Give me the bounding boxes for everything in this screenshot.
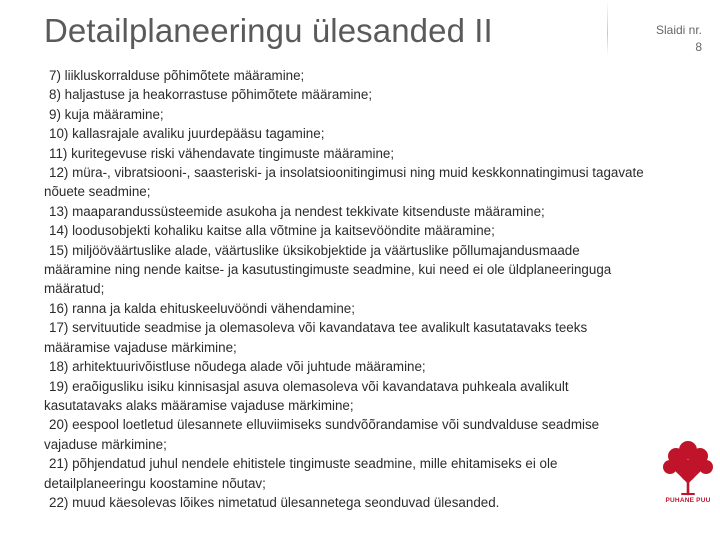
slide-number: [640, 22, 702, 56]
list-item: 12) müra-, vibratsiooni-, saasteriski- ja insolatsioonitingimusi ning muid keskkonnatingimusi tagavate nõuete seadmine;: [44, 165, 644, 200]
list-item: 18) arhitektuurivõistluse nõudega alade või juhtude määramine;: [49, 359, 426, 375]
slide-number-value: 8: [695, 40, 702, 54]
list-item: 8) haljastuse ja heakorrastuse põhimõtete määramine;: [49, 87, 373, 103]
list-item: 15) miljööväärtuslike alade, väärtuslike üksikobjektide ja väärtuslike põllumajandusmaade määramine ning nende kaitse- ja kasutustingimuste seadmine, kui need ei ole üldplaneeringuga määratud;: [44, 242, 612, 297]
list-item: 9) kuja määramine;: [49, 106, 164, 122]
list-item: 14) loodusobjekti kohaliku kaitse alla võtmine ja kaitsevööndite määramine;: [49, 223, 495, 239]
slide-title: Detailplaneeringu ülesanded II: [44, 12, 493, 49]
list-item: 19) eraõigusliku isiku kinnisasjal asuva olemasoleva või kavandatava puhkeala avalikult kasutatavaks alaks määramise vajaduse märkimine;: [44, 378, 569, 413]
list-item: 16) ranna ja kalda ehituskeeluvööndi vähendamine;: [49, 300, 355, 316]
task-list: [44, 66, 644, 512]
title-divider: [607, 0, 608, 56]
list-item: 17) servituutide seadmise ja olemasoleva või kavandatava tee avalikult kasutatavaks teeks määramise vajaduse märkimine;: [44, 320, 588, 355]
red-tree-icon: [660, 436, 716, 516]
slide-number-label: Slaidi nr.: [655, 23, 702, 37]
list-item: 7) liikluskorralduse põhimõtete määramine;: [49, 68, 305, 83]
list-item: 22) muud käesolevas lõikes nimetatud ülesannetega seonduvad ülesanded.: [49, 494, 500, 510]
list-item: 11) kuritegevuse riski vähendavate tingimuste määramine;: [49, 145, 395, 161]
list-item: 20) eespool loetletud ülesannete elluviimiseks sundvõõrandamise või sundvalduse seadmise vajaduse märkimine;: [44, 417, 600, 452]
list-item: 10) kallasrajale avaliku juurdepääsu tagamine;: [49, 126, 325, 142]
list-item: 13) maaparandussüsteemide asukoha ja nendest tekkivate kitsenduste määramine;: [49, 203, 545, 219]
logo-text: PUHANE PUU: [665, 497, 711, 504]
list-item: 21) põhjendatud juhul nendele ehitistele tingimuste seadmine, mille ehitamiseks ei ole detailplaneeringu koostamine nõutav;: [44, 456, 558, 491]
